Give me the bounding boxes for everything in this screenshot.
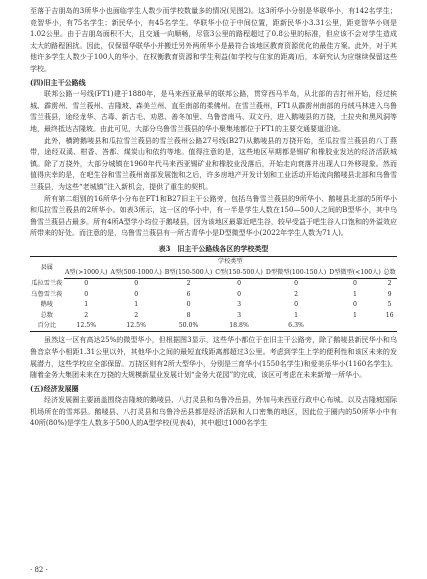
table-cell: 乌鲁雪兰莪 — [31, 290, 63, 298]
paragraph: 联邦公路一号线(FT1)建于1880年，是马来西亚最早的联邦公路，贯穿西马半岛，从北部的吉打州开始，经过槟城、霹雳州、雪兰莪州、吉隆坡、森美兰州、直至南部的柔佛州。在雪兰莪州，FT1从霹雳州南部的丹绒马林进入乌鲁雪兰莪县，途经龙华、古毒、新古毛、劝恩、善冬加里、乌鲁音南马、双文丹，进入鹅唛县的万挠，土拉央和黑风洞等地，最终抵达吉隆坡。由此可见，大部分乌鲁雪兰莪县的华小聚集地都位于FT1的主要交通要道沿途。 — [30, 90, 397, 133]
table-cell: 2 — [186, 280, 191, 288]
column-header: D型微型(<100人) — [328, 268, 383, 279]
table-cell: 16 — [385, 311, 394, 319]
table-row — [30, 279, 397, 290]
column-header: A型(>1000人) — [64, 268, 109, 279]
table-cell: 1 — [353, 290, 357, 298]
table-cell: 1 — [84, 301, 89, 309]
page-number: · 82 · — [30, 566, 48, 574]
table-cell: 3 — [237, 311, 241, 319]
table-cell: 1 — [353, 311, 357, 319]
column-header: C型(150-500人) — [214, 268, 265, 279]
table-cell: 0 — [84, 290, 89, 298]
table-cell: 2 — [387, 280, 392, 288]
table-row — [30, 311, 397, 321]
column-header: A型(500-1000人) — [109, 268, 163, 279]
table-cell: 2 — [84, 311, 89, 319]
paragraph: 经济发展圈主要涵盖围绕吉隆坡的鹅唛县、八打灵县和乌鲁冷岳县，外加马来西亚行政中心布城、以及吉隆坡国际机场所在的雪邦县。鹅唛县、八打灵县和乌鲁冷岳县都是经济活跃和人口密集的地区，因此位于圈内的50所华小中有40所(80%)是学生人数多于500人的A型学校(见表4)，其中超过1000名学生 — [30, 396, 397, 428]
table-cell: 3 — [237, 301, 241, 309]
table-cell: 6.3% — [264, 321, 327, 332]
table-cell: 9 — [387, 290, 392, 298]
table-cell: 0 — [134, 290, 139, 298]
table-cell: 0 — [353, 280, 357, 288]
school-type-table — [30, 256, 397, 332]
table-cell: 鹅唛 — [40, 301, 53, 309]
table-cell: 0 — [237, 280, 241, 288]
table-cell: 2 — [134, 311, 139, 319]
table-cell: 6 — [186, 290, 191, 298]
paragraph: 虽然这一区有高达25%的微型华小，但根据图3显示，这些华小都位于在旧主干公路旁，除了鹅唛县新民华小和乌鲁音京华小相距1.31公里以外，其他华小之间的最短直线距离都超过3公里。考虑到学生上学的便利性和该区未来的发展潜力，这些学校应全部保留。万挠区则有2所大型华小，分别是三育华小(1550名学生)和爱美乐华小(1160名学生)。随着金务大集团未来在万挠的大规模新屋业发展计划“金务大花园”的完成，该区可考虑在未来新增一所华小。 — [30, 336, 397, 380]
table-caption: 表3 旧主干公路线各区的学校类型 — [158, 243, 269, 253]
column-header: D型微型(100-150人) — [264, 268, 327, 279]
table-cell: 12.5% — [109, 321, 163, 332]
table-cell: 百分比 — [30, 321, 64, 332]
section-4-body — [30, 89, 397, 240]
table-cell: 0 — [134, 280, 139, 288]
table-cell — [382, 321, 397, 332]
table-row — [30, 321, 397, 332]
top-text — [30, 6, 397, 76]
section-heading-4: (四)旧主干公路线 — [30, 77, 86, 87]
column-header: B型(150-500人) — [163, 268, 213, 279]
table-row — [30, 300, 397, 310]
school-type-header: 学校类型 — [64, 257, 397, 268]
table-cell: 5 — [387, 301, 392, 309]
table-cell: 0 — [186, 301, 191, 309]
table-cell: 瓜拉雪兰莪 — [31, 280, 63, 288]
table-cell: 2 — [294, 290, 298, 298]
table-cell — [328, 321, 383, 332]
table-cell: 0 — [294, 280, 298, 288]
table-cell: 1 — [134, 301, 139, 309]
paragraph: 所有第二组别的16所华小分布在FT1和B27旧主干公路旁，包括乌鲁雪兰莪县的9所华小、鹅唛县北部的5所华小和瓜拉雪兰莪县的2所华小。如表3所示，这一区的华小中，有一半是学生人数在150—500人之间的B型华小，其中乌鲁雪兰莪县占最多。所有4所A型学小均位于鹅唛县，因为该地区最靠近吧生谷，较早受益于吧生谷人口饱和的外溢效应所带来的好处。而注意的是，乌鲁雪兰莪县有一所古青华小是D型微型华小(2022年学生人数为71人)。 — [30, 194, 397, 238]
table-cell: 总数 — [40, 311, 53, 319]
table-cell: 12.5% — [64, 321, 109, 332]
table-cell: 1 — [294, 311, 298, 319]
section-5-body — [30, 395, 397, 430]
paragraph: 此外，横跨鹅唛县和瓜拉雪兰莪县的雪兰莪州公路27号线(B27)从鹅唛县的万挠开始，至瓜拉雪兰莪县的八丁燕带，途经双溪、柑香、峇都、煤炭山和依约等地。值得注意的是，这些地区早期都是锡矿和橡胶业发达的经济活跃城镇。除了万挠外，大部分城镇在1960年代马来西亚锡矿业和橡胶业没落后，开始走向衰落并出现人口外移现象。然而值得庆幸的是，在吧生谷和雪兰莪州南部发展饱和之后，许多房地产开发计划和工业活动开始流向鹅唛县北部和乌鲁雪兰莪县，为这些“老城镇”注入新机会，提供了重生的契机。 — [30, 136, 397, 191]
table-cell: 50.0% — [163, 321, 213, 332]
table-cell: 18.8% — [214, 321, 265, 332]
region-header: 县属 — [30, 257, 64, 279]
table-cell: 0 — [237, 290, 241, 298]
table-cell: 0 — [84, 280, 89, 288]
table-cell: 8 — [186, 311, 191, 319]
column-header: 总数 — [382, 268, 397, 279]
after-table-body — [30, 335, 397, 381]
table-cell: 0 — [353, 301, 357, 309]
paragraph: 至落于吉朋岛的3所华小也面临学生人数少而学校数量多的情况(见图2)。这3所华小分别是华联华小，有142名学生；竞智华小，有75名学生；新民华小，有45名学生。华联华小位于中间位置，距新民华小3.31公里，距竞智华小则是1.02公里。由于吉朋岛面积不大，且交通一向顺畅，尽管3公里的路程超过了0.8公里的标准，但应该不会对学生造成太大的路程困扰。因此，仅保留华联华小并搬迁另外两所华小是最符合该地区教育资源优化的最佳方案。此外，对于其他许多学生人数少于100人的华小，在权衡教育资源和学生利益(如学校与住家的距离)后，本研究认为应继续保留这些学校。 — [30, 7, 397, 73]
table-cell: 0 — [294, 301, 298, 309]
table-row — [30, 290, 397, 300]
section-heading-5: (五)经济发展圈 — [30, 383, 79, 393]
